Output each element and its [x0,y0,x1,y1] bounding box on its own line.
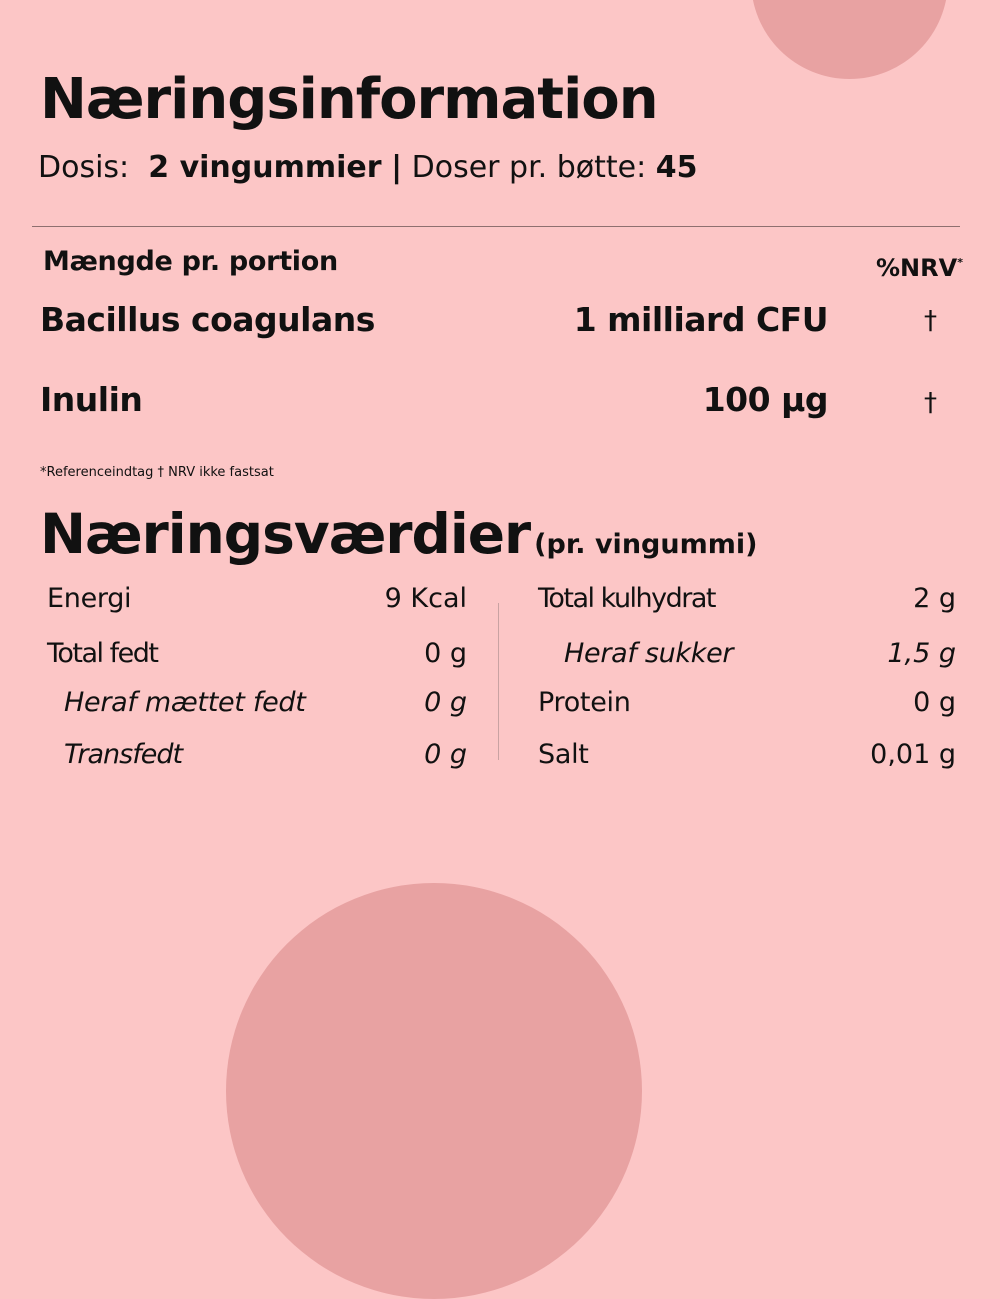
nutrition-label: Total fedt [47,638,158,669]
nutrition-label: Salt [538,739,589,770]
amount-header: Mængde pr. portion [43,246,338,277]
nutrition-label: Total kulhydrat [538,583,716,614]
nutrition-label: Heraf mættet fedt [64,687,306,718]
dose-label: Dosis: [38,150,130,185]
per-container-label: Doser pr. bøtte: [411,150,647,185]
nutrition-value: 1,5 g [887,638,956,669]
nrv-header-label: %NRV [876,254,958,282]
separator: | [391,150,403,185]
ingredient-name: Inulin [40,380,143,419]
nutrition-value: 9 Kcal [384,583,467,614]
ingredient-name: Bacillus coagulans [40,300,375,339]
column-divider [498,603,499,760]
nutrition-value: 0 g [913,687,956,718]
nutrition-value: 0,01 g [870,739,956,770]
nutrition-label: Transfedt [64,739,183,770]
ingredient-nrv: † [924,388,937,418]
nutrition-label: Protein [538,687,631,718]
nutrition-value: 0 g [424,687,467,718]
nutrition-subtitle: (pr. vingummi) [534,529,758,560]
dose-value: 2 vingummier [148,150,382,185]
ingredient-amount: 100 µg [702,380,828,419]
nutrition-value: 2 g [913,583,956,614]
nutrition-label: Heraf sukker [564,638,734,669]
nutrition-label: Energi [47,583,132,614]
nrv-header [876,254,963,282]
serving-info [38,150,698,186]
ingredient-nrv: † [924,306,937,336]
nutrition-value: 0 g [424,739,467,770]
nrv-header-mark: * [957,256,963,269]
decorative-circle-bottom [226,883,642,1299]
ingredient-amount: 1 milliard CFU [573,300,828,339]
nutrition-value: 0 g [424,638,467,669]
per-container-value: 45 [655,150,698,185]
nutrition-title: Næringsværdier [40,502,531,566]
decorative-circle-top [751,0,948,79]
nutrition-heading [40,502,758,566]
page-title: Næringsinformation [40,67,658,132]
footnote: *Referenceindtag † NRV ikke fastsat [40,465,274,480]
section-divider [32,226,960,227]
